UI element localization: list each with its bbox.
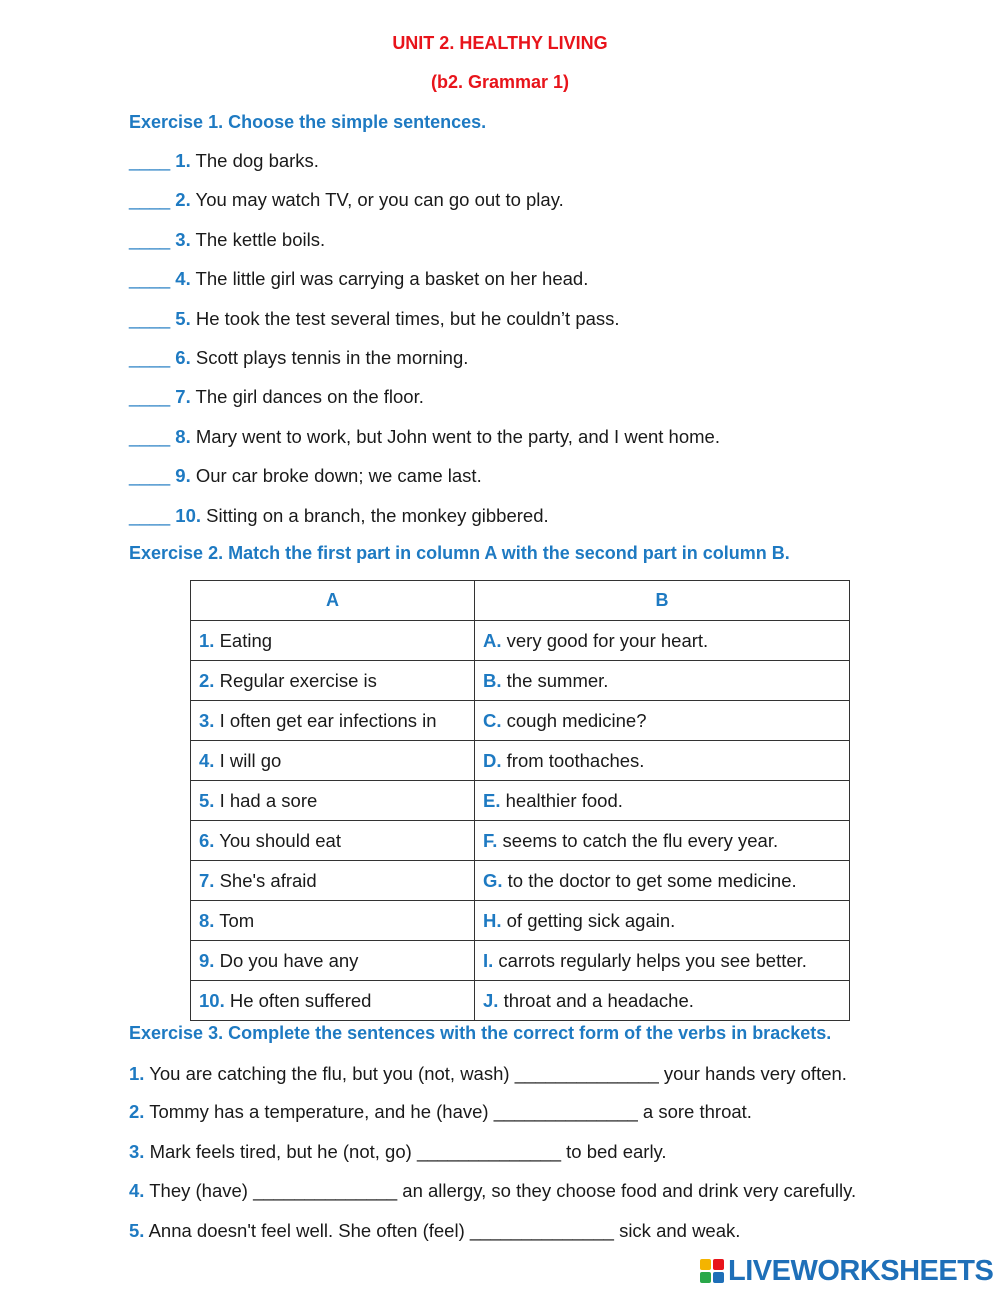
item-number: 8. [175, 426, 191, 447]
answer-blank[interactable]: ____ [129, 426, 171, 447]
item-number: 4. [129, 1180, 145, 1201]
item-number: 4. [175, 268, 191, 289]
column-a-cell [191, 621, 475, 661]
matching-table-header-row [191, 581, 850, 621]
cell-text: I will go [219, 749, 282, 771]
column-a-cell [191, 941, 475, 981]
item-number: 5. [129, 1220, 145, 1241]
column-b-cell [475, 981, 850, 1021]
item-number: 2. [175, 189, 191, 210]
cell-label: D. [483, 749, 502, 771]
exercise1-heading: Exercise 1. Choose the simple sentences. [129, 112, 487, 132]
column-b-cell [475, 941, 850, 981]
column-a-cell [191, 861, 475, 901]
exercise1-item [129, 426, 720, 448]
cell-label: 6. [199, 829, 215, 851]
unit-title: UNIT 2. HEALTHY LIVING [392, 33, 608, 53]
matching-row [191, 901, 850, 941]
column-b-cell [475, 661, 850, 701]
answer-blank[interactable]: ____ [129, 229, 171, 250]
matching-row [191, 981, 850, 1021]
item-number: 1. [175, 150, 191, 171]
answer-blank[interactable]: ____ [129, 465, 171, 486]
matching-row [191, 621, 850, 661]
cell-text: carrots regularly helps you see better. [498, 949, 807, 971]
answer-blank[interactable]: ____ [129, 308, 171, 329]
cell-label: 7. [199, 869, 215, 891]
cell-label: J. [483, 989, 499, 1011]
column-a-cell [191, 661, 475, 701]
cell-text: seems to catch the flu every year. [502, 829, 779, 851]
item-number: 7. [175, 386, 191, 407]
cell-text: You should eat [219, 829, 341, 851]
exercise1-item [129, 308, 620, 330]
item-text: Our car broke down; we came last. [195, 465, 482, 486]
matching-row [191, 781, 850, 821]
cell-label: 5. [199, 789, 215, 811]
answer-blank[interactable]: ____ [129, 347, 171, 368]
cell-text: Tom [219, 909, 255, 931]
exercise3-item [129, 1180, 856, 1202]
matching-table [190, 580, 850, 1021]
item-text: Sitting on a branch, the monkey gibbered. [206, 505, 549, 526]
answer-blank[interactable]: ______________ [253, 1180, 398, 1201]
answer-blank[interactable]: ______________ [493, 1101, 638, 1122]
exercise3-item [129, 1220, 740, 1242]
column-b-cell [475, 901, 850, 941]
exercise3-heading: Exercise 3. Complete the sentences with the correct form of the verbs in brackets. [129, 1023, 832, 1043]
column-a-cell [191, 781, 475, 821]
sentence-end: an allergy, so they choose food and drink very carefully. [402, 1180, 857, 1201]
matching-row [191, 941, 850, 981]
answer-blank[interactable]: ____ [129, 268, 171, 289]
cell-label: E. [483, 789, 501, 811]
cell-text: I had a sore [219, 789, 318, 811]
cell-label: A. [483, 629, 502, 651]
exercise3-item [129, 1063, 847, 1085]
sentence-end: sick and weak. [619, 1220, 741, 1241]
cell-label: 3. [199, 709, 215, 731]
cell-label: 8. [199, 909, 215, 931]
item-number: 2. [129, 1101, 145, 1122]
sentence-end: a sore throat. [642, 1101, 752, 1122]
cell-label: F. [483, 829, 498, 851]
column-a-cell [191, 701, 475, 741]
item-number: 1. [129, 1063, 145, 1084]
cell-text: to the doctor to get some medicine. [507, 869, 797, 891]
item-number: 5. [175, 308, 191, 329]
cell-label: 2. [199, 669, 215, 691]
cell-label: C. [483, 709, 502, 731]
column-a-cell [191, 901, 475, 941]
item-text: The girl dances on the floor. [195, 386, 424, 407]
cell-label: 10. [199, 989, 225, 1011]
exercise1-item [129, 150, 319, 172]
exercise1-item [129, 189, 564, 211]
matching-row [191, 821, 850, 861]
column-b-cell [475, 821, 850, 861]
cell-text: Regular exercise is [219, 669, 377, 691]
item-number: 10. [175, 505, 202, 526]
item-number: 3. [175, 229, 191, 250]
item-text: The little girl was carrying a basket on her head. [195, 268, 589, 289]
cell-label: 9. [199, 949, 215, 971]
sentence-start: Mark feels tired, but he (not, go) [149, 1141, 412, 1162]
answer-blank[interactable]: ____ [129, 150, 171, 171]
cell-text: healthier food. [505, 789, 623, 811]
sentence-start: You are catching the flu, but you (not, wash) [149, 1063, 510, 1084]
matching-row [191, 861, 850, 901]
cell-label: G. [483, 869, 503, 891]
sentence-end: to bed early. [566, 1141, 667, 1162]
lesson-subtitle: (b2. Grammar 1) [430, 72, 570, 92]
cell-label: 1. [199, 629, 215, 651]
column-b-header: B [475, 581, 850, 621]
exercise1-item [129, 347, 468, 369]
answer-blank[interactable]: ______________ [416, 1141, 561, 1162]
column-a-cell [191, 741, 475, 781]
cell-text: from toothaches. [506, 749, 645, 771]
exercise1-item [129, 465, 482, 487]
answer-blank[interactable]: ____ [129, 505, 171, 526]
cell-label: 4. [199, 749, 215, 771]
column-b-cell [475, 621, 850, 661]
item-number: 9. [175, 465, 191, 486]
answer-blank[interactable]: ______________ [514, 1063, 659, 1084]
item-text: The dog barks. [195, 150, 319, 171]
item-text: Mary went to work, but John went to the party, and I went home. [195, 426, 720, 447]
cell-text: I often get ear infections in [219, 709, 437, 731]
cell-text: Eating [219, 629, 273, 651]
exercise3-item [129, 1101, 752, 1123]
column-b-cell [475, 781, 850, 821]
item-text: He took the test several times, but he couldn’t pass. [195, 308, 620, 329]
cell-label: H. [483, 909, 502, 931]
logo-text: LIVEWORKSHEETS [728, 1254, 994, 1287]
cell-text: throat and a headache. [503, 989, 694, 1011]
answer-blank[interactable]: ____ [129, 189, 171, 210]
logo-squares-icon [700, 1259, 724, 1283]
sentence-start: Tommy has a temperature, and he (have) [149, 1101, 489, 1122]
cell-label: I. [483, 949, 494, 971]
cell-text: cough medicine? [506, 709, 647, 731]
item-text: You may watch TV, or you can go out to play. [195, 189, 564, 210]
matching-row [191, 661, 850, 701]
item-text: Scott plays tennis in the morning. [195, 347, 469, 368]
sentence-start: Anna doesn't feel well. She often (feel) [148, 1220, 465, 1241]
cell-text: the summer. [506, 669, 609, 691]
item-text: The kettle boils. [195, 229, 326, 250]
cell-text: She's afraid [219, 869, 317, 891]
cell-text: of getting sick again. [506, 909, 676, 931]
cell-label: B. [483, 669, 502, 691]
column-b-cell [475, 741, 850, 781]
exercise1-item [129, 268, 588, 290]
column-b-cell [475, 701, 850, 741]
column-b-cell [475, 861, 850, 901]
matching-row [191, 741, 850, 781]
exercise1-item [129, 229, 325, 251]
exercise3-item [129, 1141, 667, 1163]
cell-text: He often suffered [229, 989, 372, 1011]
item-number: 3. [129, 1141, 145, 1162]
column-a-cell [191, 981, 475, 1021]
item-number: 6. [175, 347, 191, 368]
exercise2-heading: Exercise 2. Match the first part in column A with the second part in column B. [129, 543, 790, 563]
exercise1-item [129, 386, 424, 408]
cell-text: very good for your heart. [506, 629, 709, 651]
answer-blank[interactable]: ______________ [469, 1220, 614, 1241]
liveworksheets-logo [700, 1256, 993, 1286]
sentence-start: They (have) [149, 1180, 248, 1201]
sentence-end: your hands very often. [663, 1063, 847, 1084]
answer-blank[interactable]: ____ [129, 386, 171, 407]
column-a-header: A [191, 581, 475, 621]
matching-row [191, 701, 850, 741]
cell-text: Do you have any [219, 949, 359, 971]
column-a-cell [191, 821, 475, 861]
exercise1-item [129, 505, 549, 527]
